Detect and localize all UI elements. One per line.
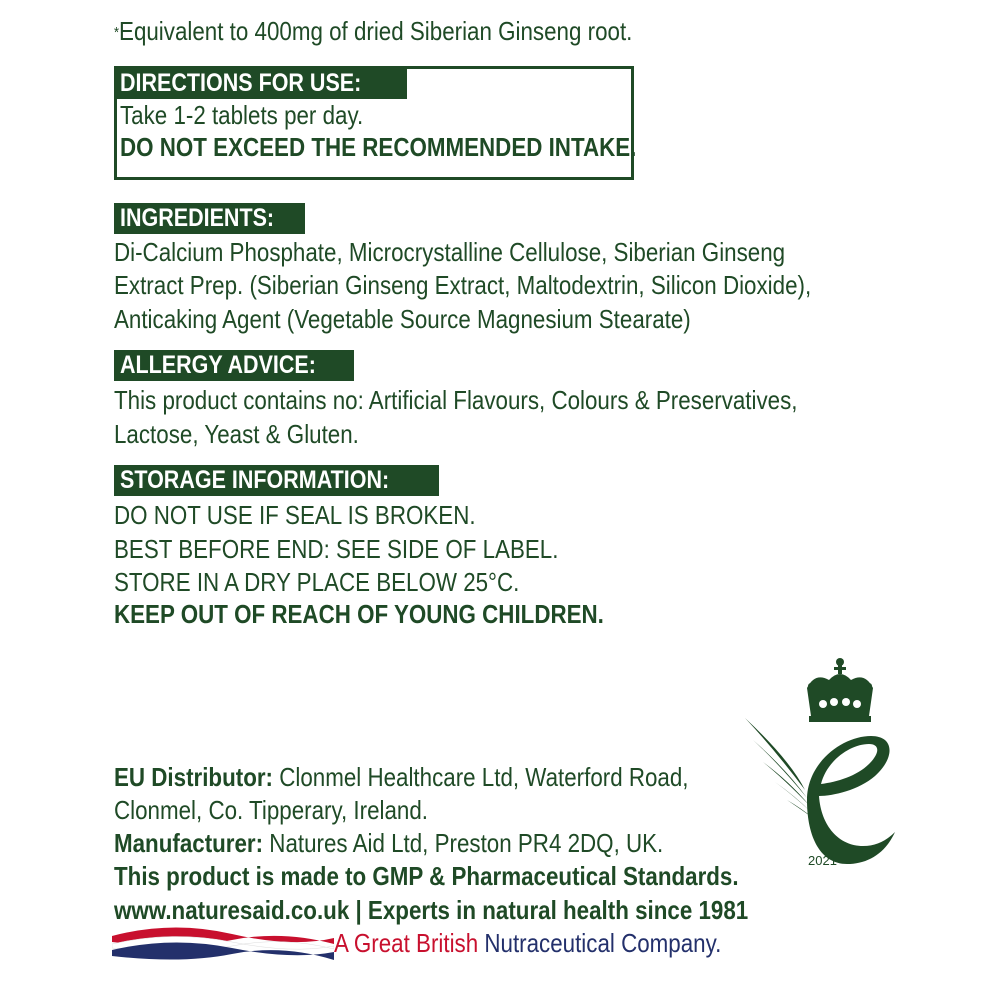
manufacturer-label: Manufacturer:: [114, 828, 264, 858]
directions-heading: DIRECTIONS FOR USE:: [114, 68, 407, 99]
tagline: [334, 926, 784, 960]
distributor-label: EU Distributor:: [114, 762, 274, 792]
storage-warning: KEEP OUT OF REACH OF YOUNG CHILDREN.: [114, 599, 604, 629]
ingredients-heading: INGREDIENTS:: [114, 203, 305, 234]
distributor-line-1: [114, 760, 782, 794]
storage-line-3: STORE IN A DRY PLACE BELOW 25°C.: [114, 567, 520, 597]
storage-line-1: DO NOT USE IF SEAL IS BROKEN.: [114, 500, 476, 530]
allergy-line-1: This product contains no: Artificial Flavours, Colours & Preservatives,: [114, 385, 798, 415]
allergy-line-2: Lactose, Yeast & Gluten.: [114, 419, 359, 449]
distributor-address-1: Clonmel Healthcare Ltd, Waterford Road,: [273, 762, 689, 792]
website-line: www.naturesaid.co.uk | Experts in natural health since 1981: [114, 895, 749, 925]
gmp-statement: This product is made to GMP & Pharmaceutical Standards.: [114, 861, 739, 891]
directions-dose: Take 1-2 tablets per day.: [120, 100, 364, 130]
flag-swoosh-icon: [112, 924, 334, 964]
manufacturer-address: Natures Aid Ltd, Preston PR4 2DQ, UK.: [263, 828, 664, 858]
award-year: 2021: [808, 853, 837, 868]
ingredients-line-2: Extract Prep. (Siberian Ginseng Extract, Maltodextrin, Silicon Dioxide),: [114, 270, 812, 300]
allergy-heading: ALLERGY ADVICE:: [114, 350, 354, 381]
storage-line-2: BEST BEFORE END: SEE SIDE OF LABEL.: [114, 534, 559, 564]
ingredients-line-1: Di-Calcium Phosphate, Microcrystalline Cellulose, Siberian Ginseng: [114, 237, 786, 267]
footnote-text: Equivalent to 400mg of dried Siberian Ginseng root.: [119, 16, 633, 46]
footnote-marker: *: [114, 24, 120, 41]
manufacturer-line: [114, 826, 753, 860]
tagline-great-british: A Great British: [334, 928, 479, 958]
storage-heading: STORAGE INFORMATION:: [114, 465, 439, 496]
footnote: [114, 14, 717, 48]
ingredients-line-3: Anticaking Agent (Vegetable Source Magnesium Stearate): [114, 304, 691, 334]
directions-warning: DO NOT EXCEED THE RECOMMENDED INTAKE.: [120, 132, 637, 162]
distributor-line-2: Clonmel, Co. Tipperary, Ireland.: [114, 795, 429, 825]
tagline-nutraceutical: Nutraceutical Company.: [478, 928, 722, 958]
